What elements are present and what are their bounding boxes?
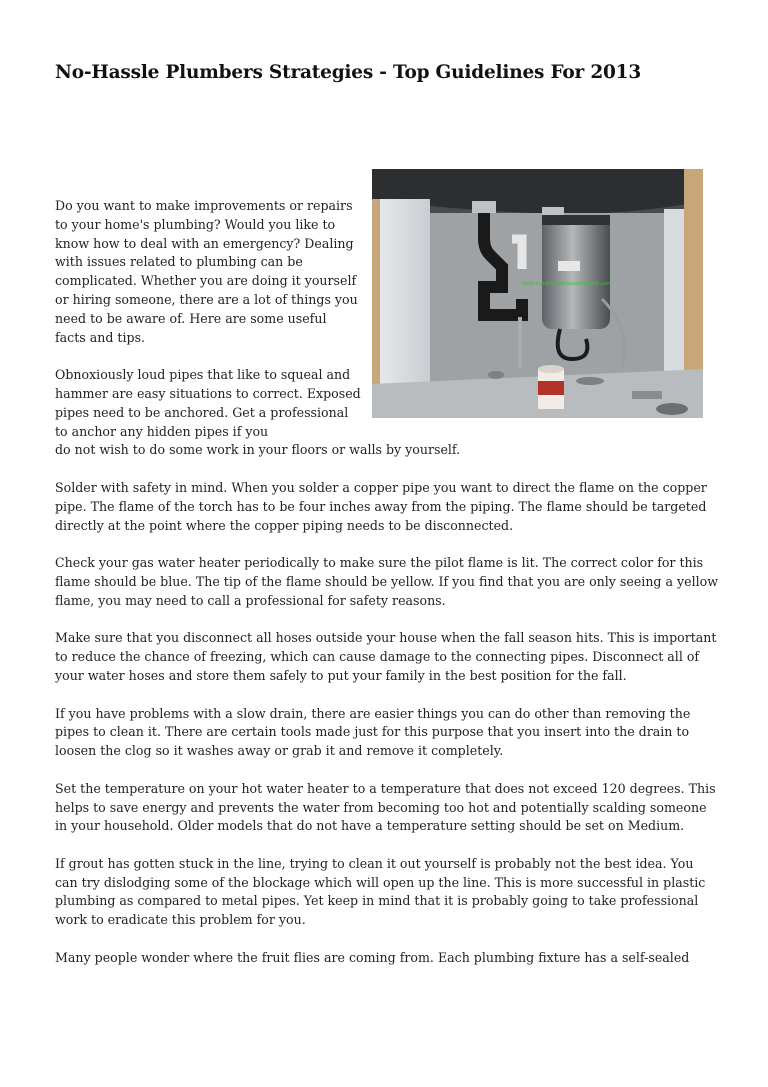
paragraph: Make sure that you disconnect all hoses outside your house when the fall season hits. This is important to reduce the chance of freezing, which can cause damage to the connecting pipes. Disconnect all of your water hoses and store them safely to put your family in the best position for the fall. [55, 630, 717, 683]
paragraph: Solder with safety in mind. When you solder a copper pipe you want to direct the flame on the copper pipe. The flame of the torch has to be four inches away from the piping. The flame should be targeted directly at the point where the copper piping needs to be disconnected. [55, 479, 707, 533]
paragraph: Many people wonder where the fruit flies are coming from. Each plumbing fixture has a self-sealed [55, 949, 690, 965]
paragraph: Set the temperature on your hot water heater to a temperature that does not exceed 120 degrees. This helps to save energy and prevents the water from becoming too hot and potentially scalding someone in your household. Older models that do not have a temperature setting should be set on Medium. [55, 780, 716, 834]
page-title: No-Hassle Plumbers Strategies - Top Guidelines For 2013 [55, 62, 642, 83]
paragraph-wrapped-part: Obnoxiously loud pipes that like to squeal and hammer are easy situations to correct. Exposed pipes need to be anchored. Get a professional to anchor any hidden pipes if you [55, 367, 361, 439]
paragraph-continuation: do not wish to do some work in your floors or walls by yourself. [55, 442, 461, 458]
watermark-text: www.InstalledGarbageDisposal.com [522, 281, 612, 287]
paragraph [55, 366, 719, 460]
paragraph: If grout has gotten stuck in the line, trying to clean it out yourself is probably not the best idea. You can try dislodging some of the blockage which will open up the line. This is more successful in plastic plumbing as compared to metal pipes. Yet keep in mind that it is probably going to take professional work to eradicate this problem for you. [55, 855, 706, 928]
article-body [55, 197, 719, 986]
paragraph: Do you want to make improvements or repairs to your home's plumbing? Would you like to know how to deal with an emergency? Dealing with issues related to plumbing can be complicated. Whether you are doing it yourself or hiring someone, there are a lot of things you need to be aware of. Here are some useful facts and tips. [55, 198, 358, 345]
paragraph: If you have problems with a slow drain, there are easier things you can do other than removing the pipes to clean it. There are certain tools made just for this purpose that you insert into the drain to loosen the clog so it washes away or grab it and remove it completely. [55, 705, 691, 759]
paragraph: Check your gas water heater periodically to make sure the pilot flame is lit. The correct color for this flame should be blue. The tip of the flame should be yellow. If you find that you are only seeing a yellow flame, you may need to call a professional for safety reasons. [55, 555, 718, 608]
